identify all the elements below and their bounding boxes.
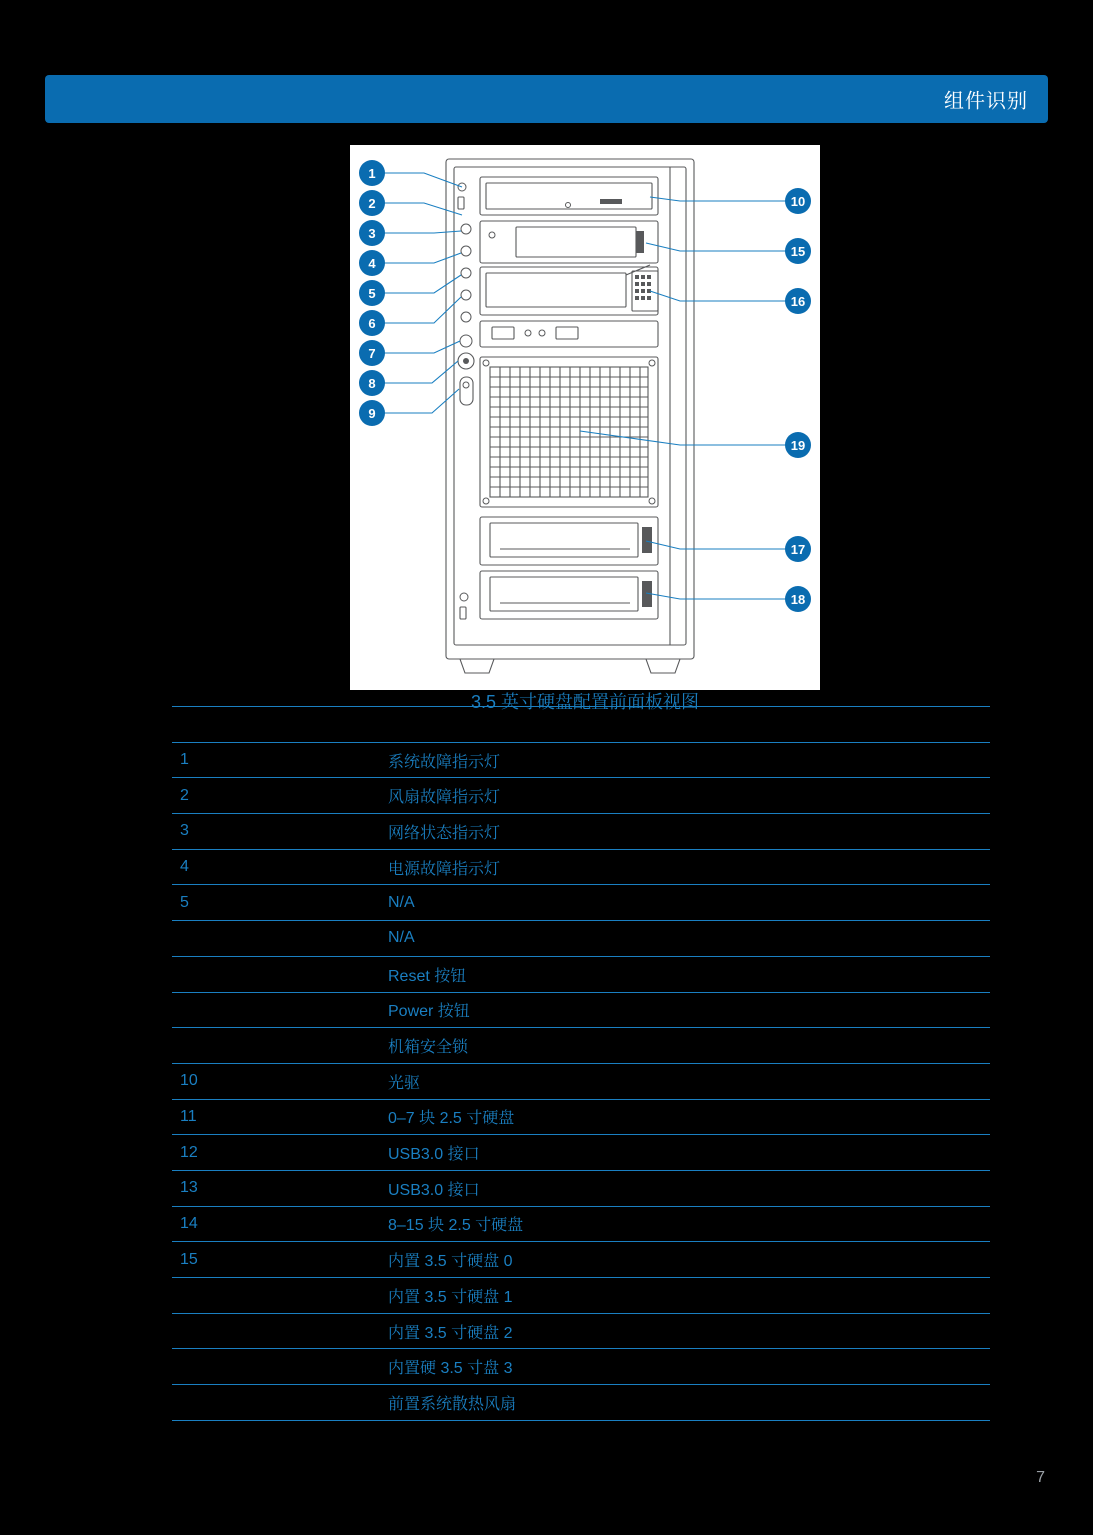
- svg-text:10: 10: [790, 194, 806, 209]
- cell-number: 3: [180, 822, 189, 840]
- table-row: [172, 957, 990, 993]
- cell-description: Reset 按钮: [388, 967, 467, 985]
- cell-description: USB3.0 接口: [388, 1146, 480, 1164]
- cell-number: 12: [180, 1143, 198, 1161]
- cell-description: 内置 3.5 寸硬盘 0: [388, 1253, 513, 1271]
- header-bar: [45, 75, 1048, 123]
- page-title: 组件识别: [944, 90, 1028, 113]
- cell-description: 0–7 块 2.5 寸硬盘: [388, 1110, 515, 1128]
- page-number: 7: [1036, 1469, 1045, 1486]
- svg-text:2: 2: [368, 196, 376, 211]
- component-table: [172, 706, 990, 1421]
- cell-description: 前置系统散热风扇: [388, 1395, 517, 1413]
- svg-text:5: 5: [368, 286, 376, 301]
- cell-description: 光驱: [388, 1074, 421, 1092]
- cell-description: N/A: [388, 929, 415, 947]
- svg-text:19: 19: [790, 438, 806, 453]
- svg-text:1: 1: [368, 166, 376, 181]
- svg-text:16: 16: [790, 294, 806, 309]
- table-row: [172, 1100, 990, 1136]
- cell-description: N/A: [388, 893, 415, 911]
- table-row: [172, 1028, 990, 1064]
- svg-text:18: 18: [790, 592, 806, 607]
- table-row: [172, 706, 990, 743]
- cell-number: 2: [180, 786, 189, 804]
- table-row: [172, 885, 990, 921]
- table-row: [172, 921, 990, 957]
- cell-number: 1: [180, 751, 189, 769]
- cell-description: 内置 3.5 寸硬盘 1: [388, 1288, 513, 1306]
- table-row: [172, 814, 990, 850]
- table-row: [172, 1171, 990, 1207]
- svg-text:17: 17: [790, 542, 806, 557]
- cell-number: 10: [180, 1072, 198, 1090]
- cell-number: 4: [180, 858, 189, 876]
- cell-description: 系统故障指示灯: [388, 753, 501, 771]
- table-row: [172, 993, 990, 1029]
- cell-description: 风扇故障指示灯: [388, 789, 501, 807]
- table-row: [172, 1385, 990, 1421]
- table-row: [172, 1349, 990, 1385]
- table-row: [172, 1314, 990, 1350]
- svg-text:15: 15: [790, 244, 806, 259]
- cell-description: USB3.0 接口: [388, 1181, 480, 1199]
- figure-caption: 3.5 英寸硬盘配置前面板视图: [470, 692, 700, 712]
- table-row: [172, 778, 990, 814]
- svg-text:4: 4: [368, 256, 376, 271]
- table-row: [172, 743, 990, 779]
- svg-text:3: 3: [368, 226, 376, 241]
- table-row: [172, 1242, 990, 1278]
- table-row: [172, 1278, 990, 1314]
- cell-number: 13: [180, 1179, 198, 1197]
- svg-text:9: 9: [368, 406, 376, 421]
- cell-description: Power 按钮: [388, 1003, 470, 1021]
- svg-text:7: 7: [368, 346, 376, 361]
- cell-description: 内置硬 3.5 寸盘 3: [388, 1360, 513, 1378]
- cell-number: 5: [180, 893, 189, 911]
- table-row: [172, 1207, 990, 1243]
- table-row: [172, 850, 990, 886]
- cell-description: 电源故障指示灯: [388, 860, 501, 878]
- cell-number: 15: [180, 1250, 198, 1268]
- cell-description: 内置 3.5 寸硬盘 2: [388, 1324, 513, 1342]
- svg-text:6: 6: [368, 316, 376, 331]
- cell-number: 11: [180, 1107, 197, 1125]
- cell-description: 机箱安全锁: [388, 1039, 469, 1057]
- cell-number: 14: [180, 1214, 198, 1232]
- cell-description: 8–15 块 2.5 寸硬盘: [388, 1217, 524, 1235]
- table-row: [172, 1064, 990, 1100]
- chassis-figure: [350, 145, 820, 690]
- cell-description: 网络状态指示灯: [388, 824, 501, 842]
- svg-text:8: 8: [368, 376, 376, 391]
- table-row: [172, 1135, 990, 1171]
